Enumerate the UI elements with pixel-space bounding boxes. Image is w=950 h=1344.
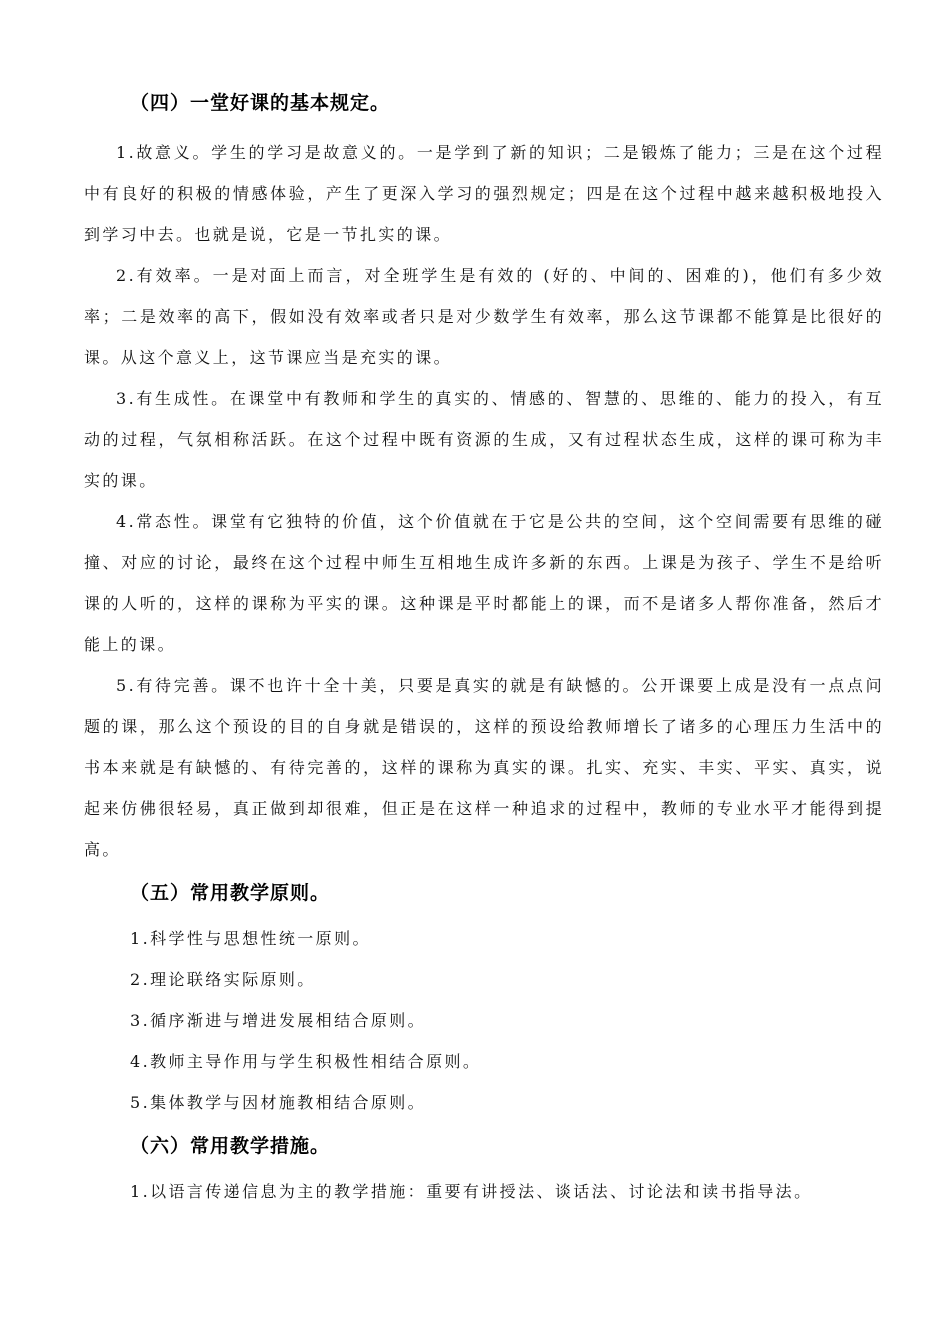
principle-item-4: 4.教师主导作用与学生积极性相结合原则。 <box>130 1052 482 1071</box>
section-heading-5: （五）常用教学原则。 <box>130 882 331 904</box>
principle-item-2: 2.理论联络实际原则。 <box>130 970 316 989</box>
paragraph-generative: 3.有生成性。在课堂中有教师和学生的真实的、情感的、智慧的、思维的、能力的投入，有互动的过程，气氛相称活跃。在这个过程中既有资源的生成，又有过程状态生成，这样的课可称为丰实的课。 <box>84 389 884 490</box>
paragraph-imperfection: 5.有待完善。课不也许十全十美，只要是真实的就是有缺憾的。公开课要上成是没有一点点问题的课，那么这个预设的目的自身就是错误的，这样的预设给教师增长了诸多的心理压力生活中的书本来就是有缺憾的、有待完善的，这样的课称为真实的课。扎实、充实、丰实、平实、真实，说起来仿佛很轻易，真正做到却很难，但正是在这样一种追求的过程中，教师的专业水平才能得到提高。 <box>84 676 884 859</box>
section-heading-4: （四）一堂好课的基本规定。 <box>130 92 391 114</box>
method-item-1: 1.以语言传递信息为主的教学措施：重要有讲授法、谈话法、讨论法和读书指导法。 <box>130 1182 813 1201</box>
principle-item-3: 3.循序渐进与增进发展相结合原则。 <box>130 1011 427 1030</box>
paragraph-efficiency: 2.有效率。一是对面上而言，对全班学生是有效的 (好的、中间的、困难的)，他们有多少效率；二是效率的高下，假如没有效率或者只是对少数学生有效率，那么这节课都不能算是比很好的课。从这个意义上，这节课应当是充实的课。 <box>84 266 884 367</box>
section-heading-6: （六）常用教学措施。 <box>130 1135 331 1157</box>
paragraph-meaningful: 1.故意义。学生的学习是故意义的。一是学到了新的知识；二是锻炼了能力；三是在这个过程中有良好的积极的情感体验，产生了更深入学习的强烈规定；四是在这个过程中越来越积极地投入到学习中去。也就是说，它是一节扎实的课。 <box>84 143 884 244</box>
principle-item-1: 1.科学性与思想性统一原则。 <box>130 929 371 948</box>
paragraph-normality: 4.常态性。课堂有它独特的价值，这个价值就在于它是公共的空间，这个空间需要有思维的碰撞、对应的讨论，最终在这个过程中师生互相地生成许多新的东西。上课是为孩子、学生不是给听课的人听的，这样的课称为平实的课。这种课是平时都能上的课，而不是诸多人帮你准备，然后才能上的课。 <box>84 512 884 654</box>
principle-item-5: 5.集体教学与因材施教相结合原则。 <box>130 1093 427 1112</box>
document-body <box>84 88 884 1212</box>
